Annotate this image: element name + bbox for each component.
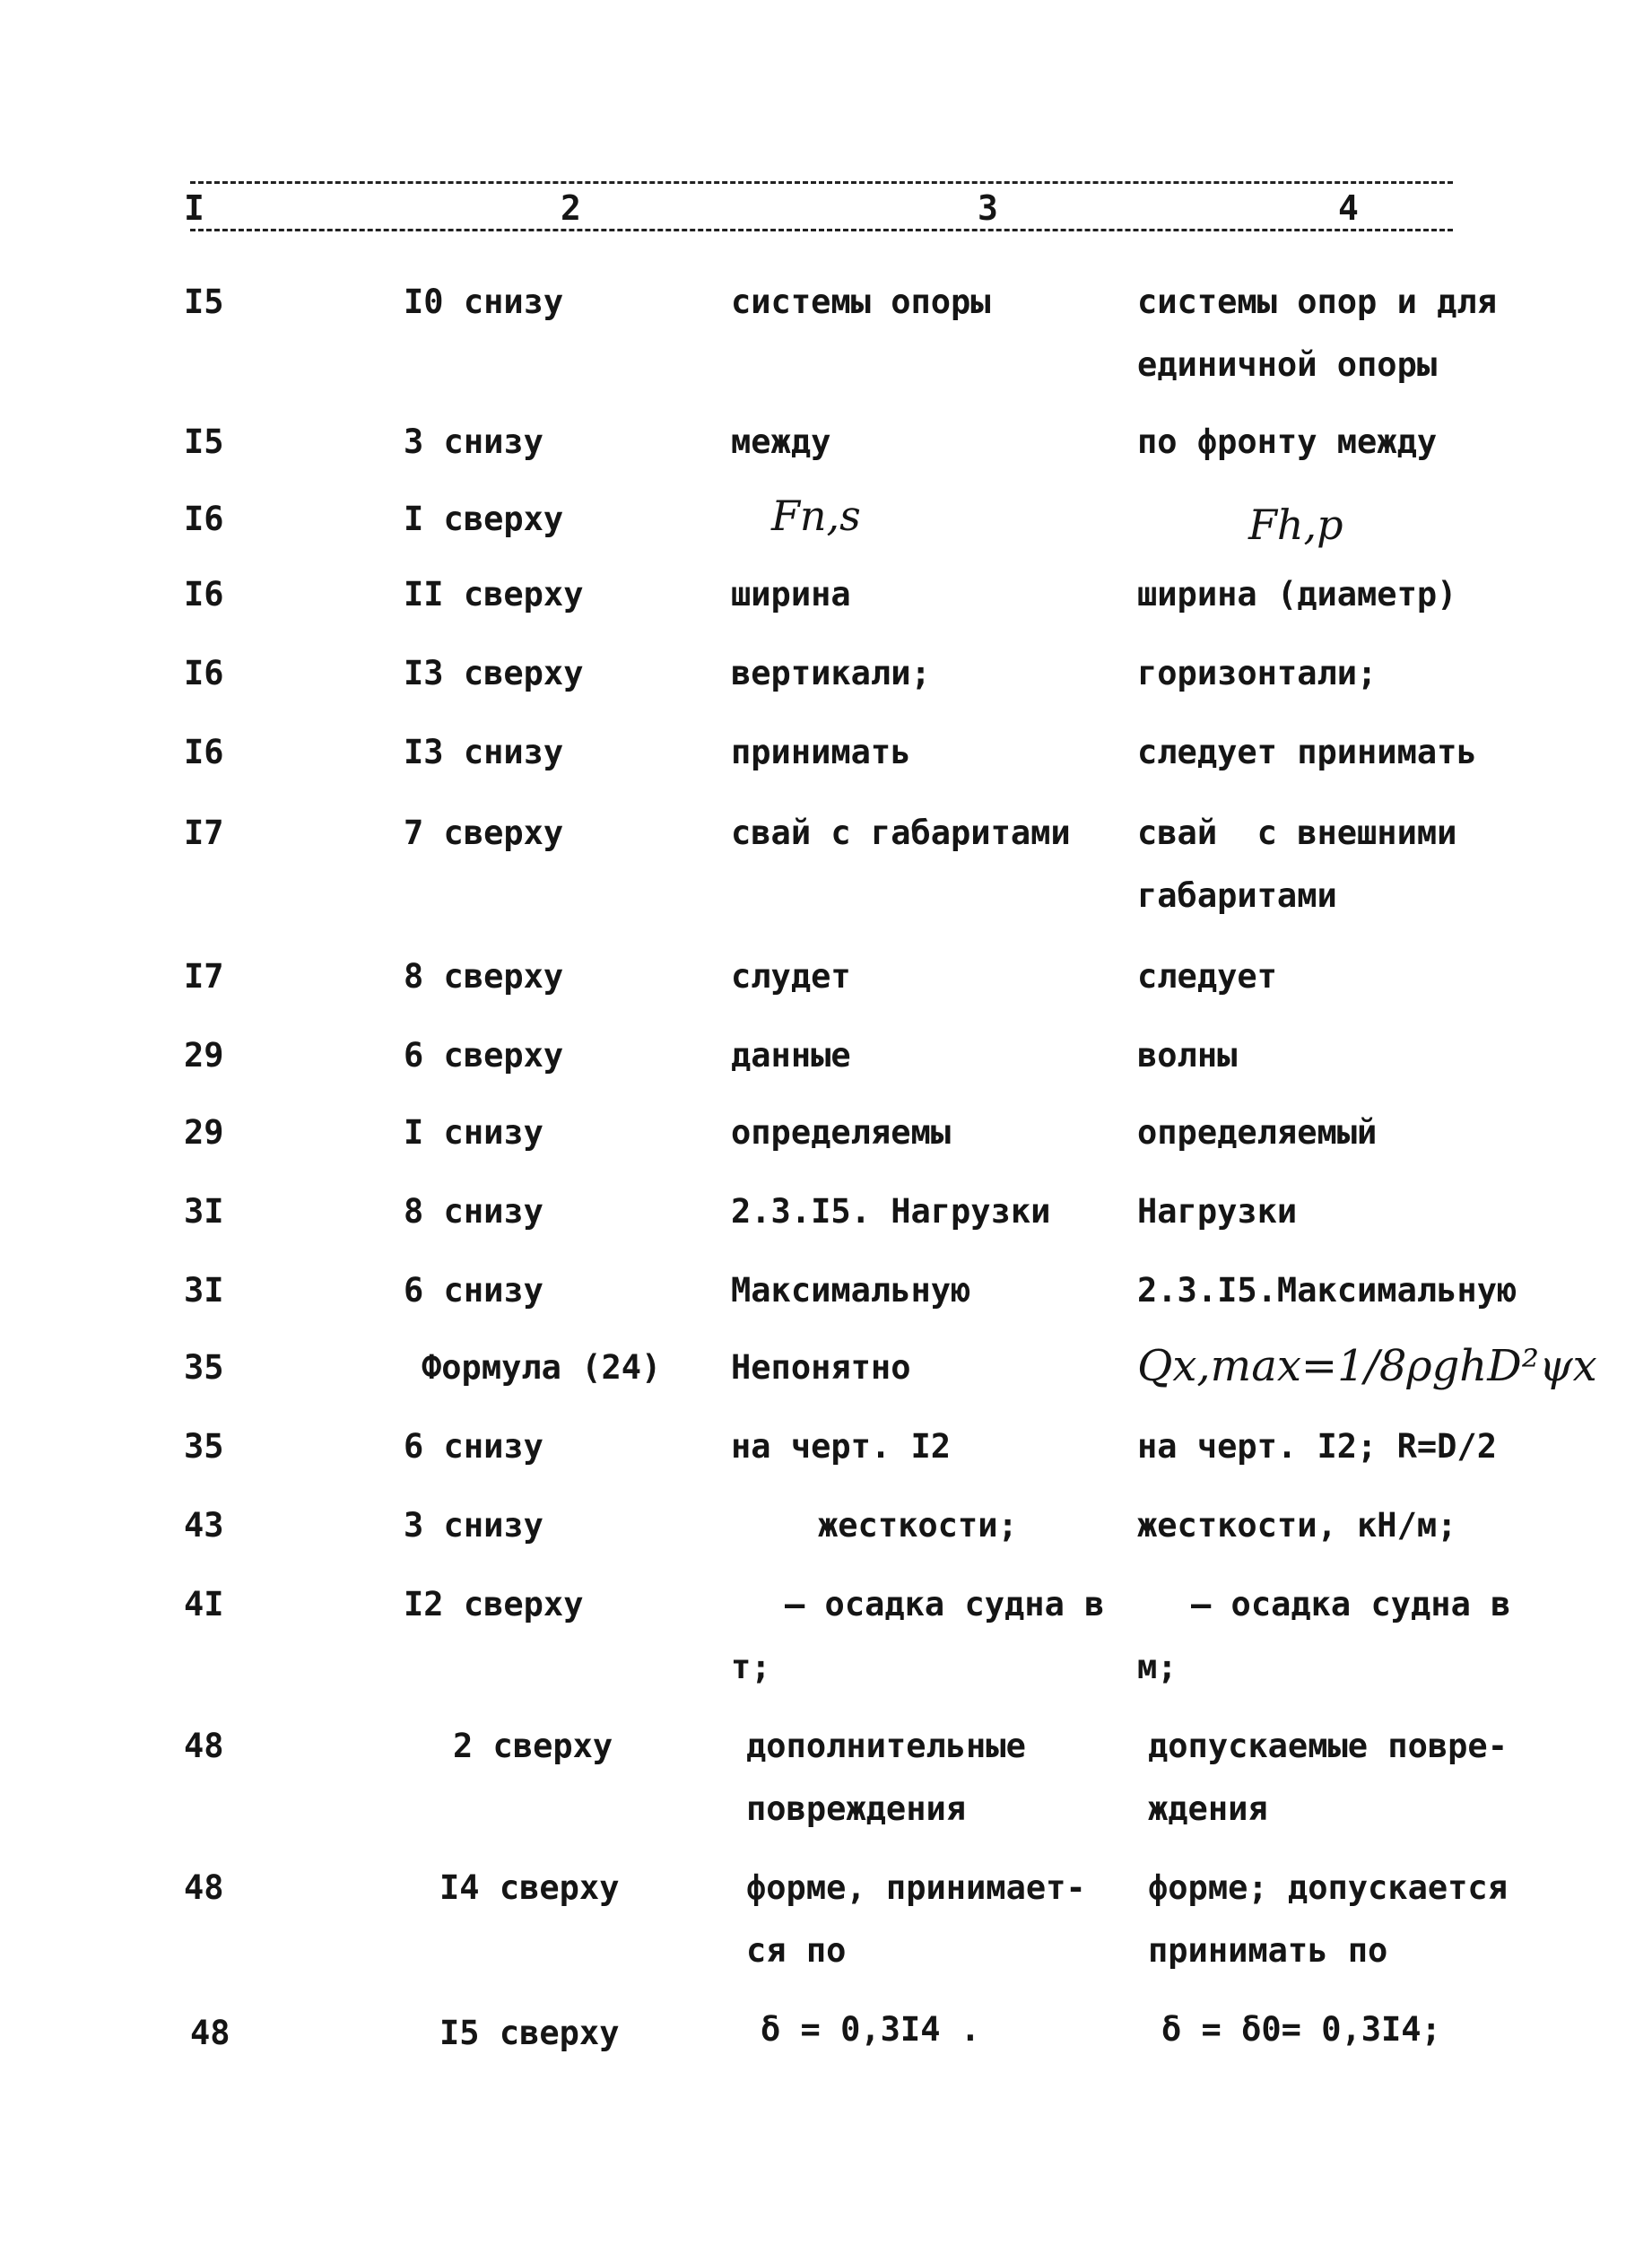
page-number-cell: 29 — [184, 1036, 224, 1075]
page-number-cell: I5 — [184, 422, 224, 461]
corrected-text-cell: волны — [1137, 1036, 1238, 1075]
line-reference-cell: II сверху — [404, 575, 584, 614]
corrected-text-cell: жесткости, кН/м; — [1137, 1506, 1457, 1545]
printed-text-cell: Максимальную — [731, 1271, 971, 1310]
corrected-text-cell: 2.3.I5.Максимальную — [1137, 1271, 1517, 1310]
page-number-cell: 4I — [184, 1585, 224, 1624]
page-number-cell: 35 — [184, 1427, 224, 1466]
line-reference-cell: 8 снизу — [404, 1192, 543, 1231]
corrected-text-cell: определяемый — [1137, 1113, 1378, 1152]
printed-text-cell: вертикали; — [731, 654, 931, 692]
printed-text-cell: 2.3.I5. Нагрузки — [731, 1192, 1051, 1231]
printed-text-cell: жесткости; — [818, 1506, 1018, 1545]
page-number-cell: I6 — [184, 575, 224, 614]
line-reference-cell: I сверху — [404, 500, 564, 538]
corrected-formula-cell: Fh,p — [1248, 501, 1343, 549]
printed-text-cell: дополнительные повреждения — [746, 1727, 1047, 1828]
line-reference-cell: I3 снизу — [404, 733, 564, 771]
line-reference-cell: 6 сверху — [404, 1036, 564, 1075]
line-reference-cell: 8 сверху — [404, 957, 564, 996]
corrected-text-cell: свай с внешними габаритами — [1137, 814, 1477, 915]
corrected-text-cell: на черт. I2; R=D/2 — [1137, 1427, 1497, 1466]
printed-text-cell: ширина — [731, 575, 851, 614]
line-reference-cell: Формула (24) — [422, 1348, 662, 1387]
header-col-1: I — [184, 188, 204, 228]
header-top-rule — [190, 181, 1453, 184]
page-number-cell: I6 — [184, 654, 224, 692]
page-number-cell: I5 — [184, 283, 224, 321]
corrected-text-cell: Нагрузки — [1137, 1192, 1298, 1231]
corrected-formula-cell: δ = δ0= 0,3I4; — [1161, 2010, 1441, 2049]
corrected-text-cell: следует — [1137, 957, 1277, 996]
line-reference-cell: 2 сверху — [453, 1727, 613, 1765]
line-reference-cell: I3 сверху — [404, 654, 584, 692]
header-bottom-rule — [190, 229, 1453, 231]
corrected-text-cell: системы опор и для единичной опоры — [1137, 283, 1517, 384]
line-reference-cell: 6 снизу — [404, 1427, 543, 1466]
line-reference-cell: I5 сверху — [439, 2014, 620, 2052]
line-reference-cell: 6 снизу — [404, 1271, 543, 1310]
printed-text-cell: системы опоры — [731, 283, 991, 321]
line-reference-cell: I0 снизу — [404, 283, 564, 321]
header-col-3: 3 — [978, 188, 998, 228]
corrected-text-cell: по фронту между — [1137, 422, 1438, 461]
printed-text-cell: между — [731, 422, 831, 461]
printed-text-cell: данные — [731, 1036, 851, 1075]
corrected-text-cell: – осадка судна в м; — [1137, 1585, 1531, 1686]
printed-formula-cell: δ = 0,3I4 . — [761, 2010, 981, 2049]
header-col-4: 4 — [1338, 188, 1359, 228]
line-reference-cell: I2 сверху — [404, 1585, 584, 1624]
page-number-cell: 3I — [184, 1271, 224, 1310]
page-number-cell: 48 — [184, 1727, 224, 1765]
printed-text-cell: определяемы — [731, 1113, 952, 1152]
printed-text-cell: слудет — [731, 957, 851, 996]
printed-text-cell: Непонятно — [731, 1348, 911, 1387]
page-number-cell: I7 — [184, 814, 224, 852]
page-number-cell: 48 — [190, 2014, 230, 2052]
line-reference-cell: I4 сверху — [439, 1868, 620, 1907]
printed-formula-cell: Fn,s — [771, 492, 861, 540]
corrected-text-cell: горизонтали; — [1137, 654, 1378, 692]
line-reference-cell: 7 сверху — [404, 814, 564, 852]
corrected-text-cell: форме; допускается принимать по — [1148, 1868, 1528, 1970]
printed-text-cell: – осадка судна в т; — [731, 1585, 1125, 1686]
page-number-cell: 3I — [184, 1192, 224, 1231]
page-number-cell: 43 — [184, 1506, 224, 1545]
corrected-text-cell: ширина (диаметр) — [1137, 575, 1457, 614]
printed-text-cell: принимать — [731, 733, 911, 771]
line-reference-cell: 3 снизу — [404, 1506, 543, 1545]
corrected-text-cell: допускаемые повре-ждения — [1148, 1727, 1508, 1828]
page-number-cell: 48 — [184, 1868, 224, 1907]
line-reference-cell: I снизу — [404, 1113, 543, 1152]
page-number-cell: I6 — [184, 500, 224, 538]
page-number-cell: I7 — [184, 957, 224, 996]
page-number-cell: 35 — [184, 1348, 224, 1387]
printed-text-cell: свай с габаритами — [731, 814, 1071, 852]
printed-text-cell: на черт. I2 — [731, 1427, 952, 1466]
header-col-2: 2 — [561, 188, 581, 228]
corrected-text-cell: следует принимать — [1137, 733, 1477, 771]
line-reference-cell: 3 снизу — [404, 422, 543, 461]
page-number-cell: I6 — [184, 733, 224, 771]
printed-text-cell: форме, принимает-ся по — [746, 1868, 1086, 1970]
corrected-formula-cell: Qx,max=1/8ρghD²ψx — [1137, 1341, 1597, 1391]
page-number-cell: 29 — [184, 1113, 224, 1152]
